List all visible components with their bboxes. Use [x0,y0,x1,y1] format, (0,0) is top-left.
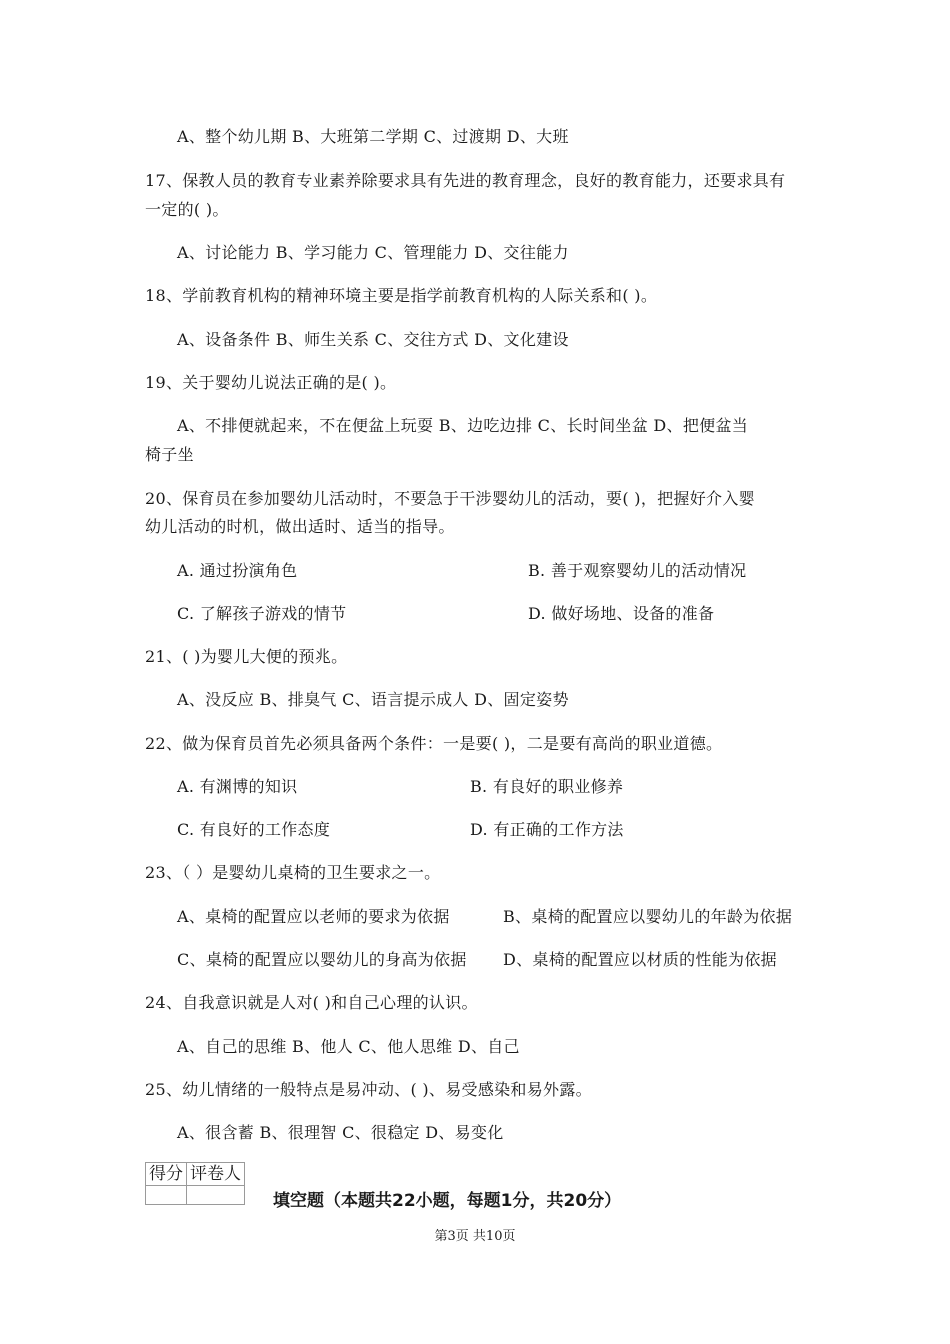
section-title: 填空题（本题共22小题，每题1分，共20分） [273,1191,622,1211]
q22-option-d: D. 有正确的工作方法 [470,820,624,839]
q25-stem: 25、幼儿情绪的一般特点是易冲动、( )、易受感染和易外露。 [145,1080,592,1099]
grader-cell [187,1186,245,1205]
q20-option-b: B. 善于观察婴幼儿的活动情况 [528,561,747,580]
q22-stem: 22、做为保育员首先必须具备两个条件：一是要( )，二是要有高尚的职业道德。 [145,734,723,753]
q18-stem: 18、学前教育机构的精神环境主要是指学前教育机构的人际关系和( )。 [145,286,658,305]
grader-header: 评卷人 [187,1163,245,1186]
q17-options: A、讨论能力 B、学习能力 C、管理能力 D、交往能力 [177,243,569,262]
q22-option-c: C. 有良好的工作态度 [177,820,331,839]
q20-option-a: A. 通过扮演角色 [177,561,298,580]
q23-option-a: A、桌椅的配置应以老师的要求为依据 [177,907,450,926]
q25-options: A、很含蓄 B、很理智 C、很稳定 D、易变化 [177,1123,504,1142]
q23-stem: 23、（ ）是婴幼儿桌椅的卫生要求之一。 [145,863,441,882]
score-header: 得分 [146,1163,187,1186]
q23-option-c: C、桌椅的配置应以婴幼儿的身高为依据 [177,950,467,969]
q18-options: A、设备条件 B、师生关系 C、交往方式 D、文化建设 [177,330,569,349]
q20-stem-line2: 幼儿活动的时机，做出适时、适当的指导。 [145,517,455,536]
q23-option-b: B、桌椅的配置应以婴幼儿的年龄为依据 [503,907,793,926]
q24-stem: 24、自我意识就是人对( )和自己心理的认识。 [145,993,478,1012]
q17-stem-line2: 一定的( )。 [145,200,229,219]
score-cell [146,1186,187,1205]
q19-options-line1: A、不排便就起来，不在便盆上玩耍 B、边吃边排 C、长时间坐盆 D、把便盆当 [177,416,749,435]
q24-options: A、自己的思维 B、他人 C、他人思维 D、自己 [177,1037,520,1056]
q19-options-line2: 椅子坐 [145,445,194,464]
q21-options: A、没反应 B、排臭气 C、语言提示成人 D、固定姿势 [177,690,569,709]
q23-option-d: D、桌椅的配置应以材质的性能为依据 [503,950,777,969]
q19-stem: 19、关于婴幼儿说法正确的是( )。 [145,373,397,392]
q22-option-b: B. 有良好的职业修养 [470,777,624,796]
score-table [145,1162,245,1205]
q22-option-a: A. 有渊博的知识 [177,777,298,796]
q17-stem-line1: 17、保教人员的教育专业素养除要求具有先进的教育理念，良好的教育能力，还要求具有 [145,171,786,190]
q21-stem: 21、( )为婴儿大便的预兆。 [145,647,348,666]
page-footer: 第3页 共10页 [434,1229,516,1244]
q16-options: A、整个幼儿期 B、大班第二学期 C、过渡期 D、大班 [177,127,569,146]
q20-option-c: C. 了解孩子游戏的情节 [177,604,347,623]
q20-option-d: D. 做好场地、设备的准备 [528,604,715,623]
q20-stem-line1: 20、保育员在参加婴幼儿活动时，不要急于干涉婴幼儿的活动，要( )，把握好介入婴 [145,489,755,508]
